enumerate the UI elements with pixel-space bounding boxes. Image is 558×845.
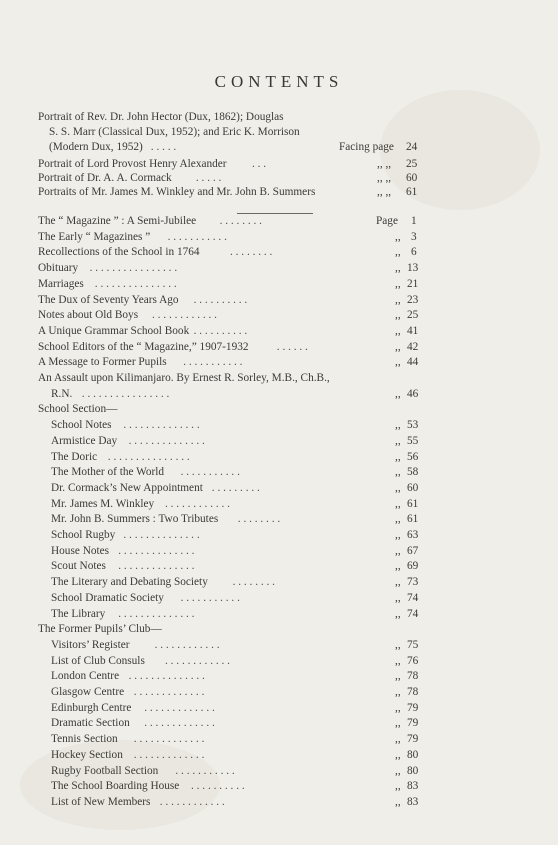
dot-leader: . . . . . . . . . . . . . bbox=[133, 733, 205, 745]
portrait-title: Portrait of Dr. A. A. Cormack bbox=[38, 172, 172, 184]
page-number: 69 bbox=[407, 560, 419, 572]
entry-title: The School Boarding House bbox=[51, 780, 180, 792]
ditto-mark: ,, bbox=[395, 655, 401, 667]
ditto-mark: ,, bbox=[395, 231, 401, 243]
page-number: 79 bbox=[407, 702, 419, 714]
dot-leader: . . . . . . . . . . . . . . bbox=[118, 608, 195, 620]
page-label: ,, ,, bbox=[377, 172, 392, 184]
page-number: 75 bbox=[407, 639, 419, 651]
entry-title: An Assault upon Kilimanjaro. By Ernest R. Sorley, M.B., Ch.B., bbox=[38, 372, 330, 384]
portrait-entry-line bbox=[38, 157, 416, 171]
entry-title: Hockey Section bbox=[51, 749, 123, 761]
entry-title: Rugby Football Section bbox=[51, 765, 159, 777]
toc-entry bbox=[51, 607, 419, 621]
ditto-mark: ,, bbox=[395, 278, 401, 290]
toc-entry bbox=[51, 748, 419, 762]
entry-title: Dramatic Section bbox=[51, 717, 130, 729]
toc-entry bbox=[51, 497, 419, 511]
entry-title: Obituary bbox=[38, 262, 79, 274]
page-number: 61 bbox=[406, 186, 418, 198]
entry-title: Dr. Cormack’s New Appointment bbox=[51, 482, 203, 494]
toc-entry bbox=[51, 559, 419, 573]
portrait-entry-line bbox=[49, 125, 427, 139]
toc-entry bbox=[51, 764, 419, 778]
page-number: 80 bbox=[407, 765, 419, 777]
dot-leader: . . . . . . . . . . . . . . bbox=[128, 670, 205, 682]
page-number: 74 bbox=[407, 608, 419, 620]
dot-leader: . . . bbox=[252, 158, 267, 170]
dot-leader: . . . . . . . . . bbox=[211, 482, 260, 494]
portrait-entry-line bbox=[38, 185, 416, 199]
toc-entry bbox=[38, 214, 416, 228]
page-label: ,, ,, bbox=[377, 186, 392, 198]
page-number: 55 bbox=[407, 435, 419, 447]
dot-leader: . . . . . . bbox=[276, 341, 308, 353]
page-number: 1 bbox=[411, 215, 417, 227]
entry-title: Recollections of the School in 1764 bbox=[38, 246, 200, 258]
entry-title: School Editors of the “ Magazine,” 1907-1932 bbox=[38, 341, 249, 353]
dot-leader: . . . . . . . . . . . . . . . . bbox=[89, 262, 178, 274]
portrait-entry-line bbox=[38, 171, 416, 185]
entry-title: Mr. John B. Summers : Two Tributes bbox=[51, 513, 219, 525]
toc-entry bbox=[51, 544, 419, 558]
ditto-mark: ,, bbox=[395, 309, 401, 321]
page-number: 23 bbox=[407, 294, 419, 306]
toc-entry bbox=[38, 324, 419, 338]
ditto-mark: ,, bbox=[395, 733, 401, 745]
toc-entry bbox=[51, 732, 419, 746]
page-number: 80 bbox=[407, 749, 419, 761]
entry-title: Marriages bbox=[38, 278, 84, 290]
page-label: ,, ,, bbox=[377, 158, 392, 170]
page-number: 63 bbox=[407, 529, 419, 541]
page-number: 61 bbox=[407, 513, 419, 525]
dot-leader: . . . . . . . . . . . . . . bbox=[123, 419, 200, 431]
entry-title: Mr. James M. Winkley bbox=[51, 498, 155, 510]
page-number: 78 bbox=[407, 686, 419, 698]
page-number: 13 bbox=[407, 262, 419, 274]
toc-entry bbox=[38, 308, 419, 322]
ditto-mark: ,, bbox=[395, 749, 401, 761]
toc-entry bbox=[51, 418, 419, 432]
page-number: 53 bbox=[407, 419, 419, 431]
ditto-mark: ,, bbox=[395, 702, 401, 714]
entry-title: R.N. bbox=[51, 388, 73, 400]
ditto-mark: ,, bbox=[395, 529, 401, 541]
page-title: CONTENTS bbox=[214, 72, 344, 91]
dot-leader: . . . . . . . . . . bbox=[191, 780, 245, 792]
entry-title: Notes about Old Boys bbox=[38, 309, 139, 321]
page-number: 60 bbox=[406, 172, 418, 184]
entry-title: School Rugby bbox=[51, 529, 116, 541]
toc-entry bbox=[38, 293, 419, 307]
dot-leader: . . . . . . . . bbox=[237, 513, 281, 525]
page-number: 67 bbox=[407, 545, 419, 557]
toc-entry bbox=[51, 481, 419, 495]
toc-entry bbox=[51, 575, 419, 589]
ditto-mark: ,, bbox=[395, 451, 401, 463]
toc-entry bbox=[51, 434, 419, 448]
toc-entry bbox=[51, 512, 419, 526]
page-number: 24 bbox=[406, 141, 418, 153]
toc-entry bbox=[38, 261, 419, 275]
ditto-mark: ,, bbox=[395, 717, 401, 729]
entry-title: Tennis Section bbox=[51, 733, 118, 745]
entry-title: Scout Notes bbox=[51, 560, 106, 572]
page-number: 41 bbox=[407, 325, 419, 337]
page-number: 73 bbox=[407, 576, 419, 588]
entry-title: List of Club Consuls bbox=[51, 655, 145, 667]
ditto-mark: ,, bbox=[395, 325, 401, 337]
dot-leader: . . . . . . . . . . . bbox=[167, 231, 227, 243]
page-number: 25 bbox=[406, 158, 418, 170]
entry-title: The Early “ Magazines ” bbox=[38, 231, 151, 243]
dot-leader: . . . . . . . . . . . . . . . . bbox=[81, 388, 170, 400]
toc-entry bbox=[38, 355, 419, 369]
dot-leader: . . . . . . . . . . bbox=[193, 325, 248, 337]
ditto-mark: ,, bbox=[395, 435, 401, 447]
dot-leader: . . . . . . . . . . . . bbox=[159, 796, 225, 808]
page-number: 6 bbox=[411, 246, 417, 258]
page-number: 44 bbox=[407, 356, 419, 368]
portrait-entry-line bbox=[38, 110, 416, 124]
toc-entry bbox=[51, 701, 419, 715]
portrait-title: Portrait of Rev. Dr. John Hector (Dux, 1862); Douglas bbox=[38, 111, 284, 123]
portrait-title: S. S. Marr (Classical Dux, 1952); and Eric K. Morrison bbox=[49, 126, 300, 138]
entry-title: House Notes bbox=[51, 545, 110, 557]
dot-leader: . . . . . . . . . . . . . bbox=[133, 749, 205, 761]
dot-leader: . . . . . . . . . . . . bbox=[165, 655, 230, 667]
portrait-title: Portrait of Lord Provost Henry Alexander bbox=[38, 158, 227, 170]
ditto-mark: ,, bbox=[395, 341, 401, 353]
entry-title: The Mother of the World bbox=[51, 466, 165, 478]
page-number: 42 bbox=[407, 341, 419, 353]
dot-leader: . . . . . . . . . . . . bbox=[154, 639, 220, 651]
entry-title: The “ Magazine ” : A Semi-Jubilee bbox=[38, 215, 197, 227]
ditto-mark: ,, bbox=[395, 246, 401, 258]
ditto-mark: ,, bbox=[395, 796, 401, 808]
page-number: 3 bbox=[411, 231, 417, 243]
entry-title: The Dux of Seventy Years Ago bbox=[38, 294, 179, 306]
page-number: 79 bbox=[407, 717, 419, 729]
dot-leader: . . . . . . . . . . . . bbox=[165, 498, 230, 510]
entry-title: List of New Members bbox=[51, 796, 151, 808]
entry-title: A Message to Former Pupils bbox=[38, 356, 167, 368]
toc-entry bbox=[51, 465, 419, 479]
toc-entry bbox=[51, 779, 419, 793]
dot-leader: . . . . . . . . . . . . . . bbox=[118, 560, 195, 572]
toc-entry bbox=[38, 230, 416, 244]
entry-title: London Centre bbox=[51, 670, 120, 682]
dot-leader: . . . . . . . . . . . . . . bbox=[123, 529, 200, 541]
ditto-mark: ,, bbox=[395, 608, 401, 620]
toc-entry bbox=[38, 245, 416, 259]
dot-leader: . . . . . . . . . . bbox=[193, 294, 248, 306]
dot-leader: . . . . . . . . . . . bbox=[180, 592, 240, 604]
entry-title: The Former Pupils’ Club— bbox=[38, 623, 162, 635]
entry-title: Visitors’ Register bbox=[51, 639, 130, 651]
entry-title: Edinburgh Centre bbox=[51, 702, 132, 714]
toc-entry bbox=[51, 591, 419, 605]
page-number: 21 bbox=[407, 278, 419, 290]
ditto-mark: ,, bbox=[395, 670, 401, 682]
entry-title: School Notes bbox=[51, 419, 112, 431]
entry-title: The Doric bbox=[51, 451, 98, 463]
toc-entry bbox=[51, 638, 419, 652]
ditto-mark: ,, bbox=[395, 686, 401, 698]
dot-leader: . . . . . . . . . . . . . bbox=[144, 717, 215, 729]
toc-entry bbox=[51, 387, 419, 401]
dot-leader: . . . . . . . . . . . . . . bbox=[118, 545, 195, 557]
ditto-mark: ,, bbox=[395, 466, 401, 478]
dot-leader: . . . . . . . . . . . . . . bbox=[128, 435, 205, 447]
entry-title: The Literary and Debating Society bbox=[51, 576, 208, 588]
toc-entry bbox=[51, 685, 419, 699]
dot-leader: . . . . . . . . . . . . . . . bbox=[107, 451, 190, 463]
dot-leader: . . . . . . . . bbox=[230, 246, 273, 258]
ditto-mark: ,, bbox=[395, 780, 401, 792]
portrait-title: Portraits of Mr. James M. Winkley and Mr. John B. Summers bbox=[38, 186, 316, 198]
entry-title: School Section— bbox=[38, 403, 118, 415]
dot-leader: . . . . . . . . . . . bbox=[175, 765, 235, 777]
portrait-title: (Modern Dux, 1952) bbox=[49, 141, 143, 153]
toc-entry bbox=[38, 402, 416, 416]
page-number: 56 bbox=[407, 451, 419, 463]
toc-entry bbox=[38, 622, 416, 636]
toc-entry bbox=[38, 277, 419, 291]
page-number: 58 bbox=[407, 466, 419, 478]
toc-entry bbox=[51, 450, 419, 464]
ditto-mark: ,, bbox=[395, 765, 401, 777]
page-label: Facing page bbox=[339, 141, 394, 153]
entry-title: A Unique Grammar School Book bbox=[38, 325, 190, 337]
dot-leader: . . . . . . . . . . . . . bbox=[133, 686, 205, 698]
ditto-mark: ,, bbox=[395, 388, 401, 400]
dot-leader: . . . . . . . . bbox=[219, 215, 262, 227]
entry-title: Armistice Day bbox=[51, 435, 118, 447]
dot-leader: . . . . . bbox=[195, 172, 222, 184]
page-number: 83 bbox=[407, 780, 419, 792]
toc-entry bbox=[51, 716, 419, 730]
entry-title: The Library bbox=[51, 608, 106, 620]
dot-leader: . . . . . . . . . . . . . bbox=[144, 702, 215, 714]
toc-entry bbox=[51, 528, 419, 542]
ditto-mark: ,, bbox=[395, 513, 401, 525]
dot-leader: . . . . . . . . bbox=[232, 576, 275, 588]
toc-entry bbox=[51, 669, 419, 683]
page-number: 25 bbox=[407, 309, 419, 321]
page-number: 46 bbox=[407, 388, 419, 400]
toc-entry bbox=[51, 654, 419, 668]
dot-leader: . . . . . . . . . . . . . . . bbox=[94, 278, 177, 290]
ditto-mark: ,, bbox=[395, 294, 401, 306]
entry-title: School Dramatic Society bbox=[51, 592, 164, 604]
ditto-mark: ,, bbox=[395, 262, 401, 274]
page-number: 83 bbox=[407, 796, 419, 808]
dot-leader: . . . . . . . . . . . bbox=[183, 356, 243, 368]
page-number: 60 bbox=[407, 482, 419, 494]
ditto-mark: ,, bbox=[395, 639, 401, 651]
ditto-mark: ,, bbox=[395, 498, 401, 510]
portrait-entry-line bbox=[49, 140, 427, 154]
page-number: 78 bbox=[407, 670, 419, 682]
dot-leader: . . . . . bbox=[150, 141, 177, 153]
page-number: 79 bbox=[407, 733, 419, 745]
ditto-mark: ,, bbox=[395, 576, 401, 588]
ditto-mark: ,, bbox=[395, 419, 401, 431]
dot-leader: . . . . . . . . . . . bbox=[180, 466, 240, 478]
entry-title: Glasgow Centre bbox=[51, 686, 125, 698]
page-number: 76 bbox=[407, 655, 419, 667]
ditto-mark: ,, bbox=[395, 592, 401, 604]
toc-entry bbox=[38, 340, 419, 354]
toc-entry bbox=[51, 795, 419, 809]
ditto-mark: ,, bbox=[395, 356, 401, 368]
page-number: 74 bbox=[407, 592, 419, 604]
toc-entry bbox=[38, 371, 416, 385]
ditto-mark: ,, bbox=[395, 482, 401, 494]
ditto-mark: ,, bbox=[395, 545, 401, 557]
ditto-mark: ,, bbox=[395, 560, 401, 572]
page-label: Page bbox=[376, 215, 398, 227]
dot-leader: . . . . . . . . . . . . bbox=[152, 309, 217, 321]
page-number: 61 bbox=[407, 498, 419, 510]
